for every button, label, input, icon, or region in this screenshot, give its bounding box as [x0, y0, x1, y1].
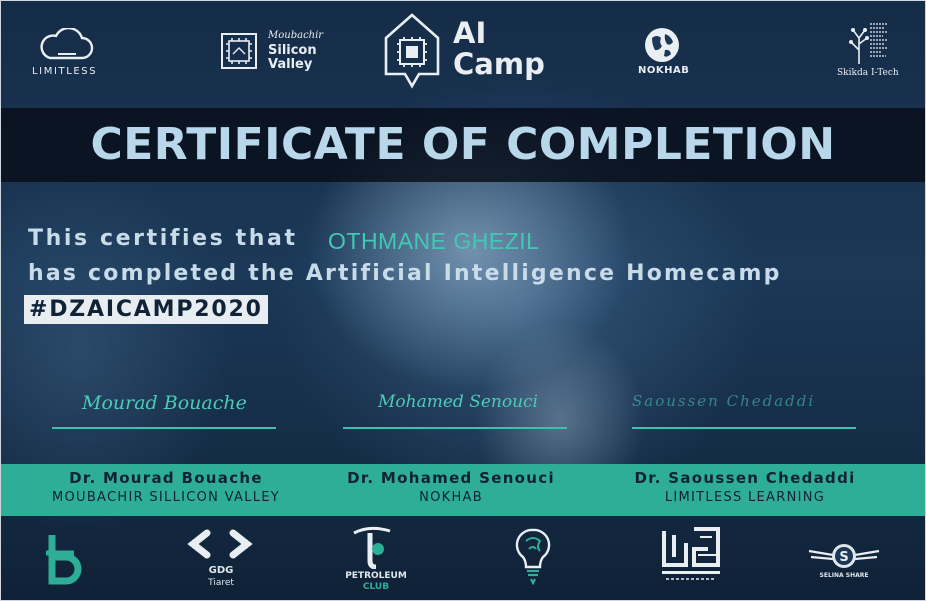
selina-label: SELINA SHARE [819, 572, 869, 579]
silicon-label: Silicon [268, 43, 317, 58]
moubachir-script: Moubachir [268, 30, 324, 41]
club-label: CLUB [362, 582, 390, 592]
signature-line [52, 427, 276, 429]
recipient-name: OTHMANE GHEZIL [328, 228, 540, 254]
gdg-label: GDG [208, 565, 234, 576]
signer-3 [595, 464, 895, 505]
petroleum-tap-icon [350, 525, 396, 569]
signer-org: LIMITLESS LEARNING [664, 490, 826, 505]
tree-circuit-icon [845, 20, 891, 66]
signer-name: Dr. Mourad Bouache [69, 469, 263, 487]
signer-1 [16, 464, 316, 505]
certifies-text: This certifies that [28, 226, 298, 251]
cloud-icon [38, 28, 94, 62]
svg-text:S: S [839, 550, 849, 565]
bottom-partner-logos [0, 517, 926, 601]
chip-icon [218, 30, 260, 72]
signature-line [632, 427, 856, 429]
chip-speech-icon [383, 12, 441, 90]
signature-line [343, 427, 567, 429]
signature-mohamed: Mohamed Senouci [378, 392, 538, 412]
signature-mourad: Mourad Bouache [82, 392, 247, 414]
signer-org: MOUBACHIR SILLICON VALLEY [51, 490, 281, 505]
tiaret-label: Tiaret [208, 578, 234, 588]
nokhab-label: NOKHAB [638, 65, 690, 76]
certificate-title: CERTIFICATE OF COMPLETION [90, 119, 836, 170]
ai-label: AI [453, 16, 487, 50]
completion-text: has completed the Artificial Intelligence Homecamp [28, 261, 782, 286]
top-partner-logos [0, 0, 926, 105]
green-b-logo-icon [44, 531, 88, 587]
camp-label: Camp [453, 47, 545, 81]
signature-saoussen: Saoussen Chedaddi [632, 392, 816, 410]
arabic-calligraphy-logo-icon [660, 525, 722, 587]
signer-2 [301, 464, 601, 505]
winged-s-badge-icon [807, 541, 881, 571]
signer-name: Dr. Mohamed Senouci [347, 469, 555, 487]
limitless-label: LIMITLESS [32, 66, 98, 77]
valley-label: Valley [268, 57, 313, 72]
signer-org: NOKHAB [419, 490, 483, 505]
signer-name: Dr. Saoussen Chedaddi [634, 469, 856, 487]
hashtag-badge: #DZAICAMP2020 [24, 295, 268, 324]
gdg-brackets-icon [187, 529, 255, 559]
signers-band [0, 464, 926, 516]
petroleum-label: PETROLEUM [345, 571, 407, 581]
title-band [0, 108, 926, 182]
globe-icon [643, 26, 681, 64]
lightbulb-brain-icon [514, 527, 552, 585]
skikda-label: Skikda I-Tech [837, 68, 899, 78]
